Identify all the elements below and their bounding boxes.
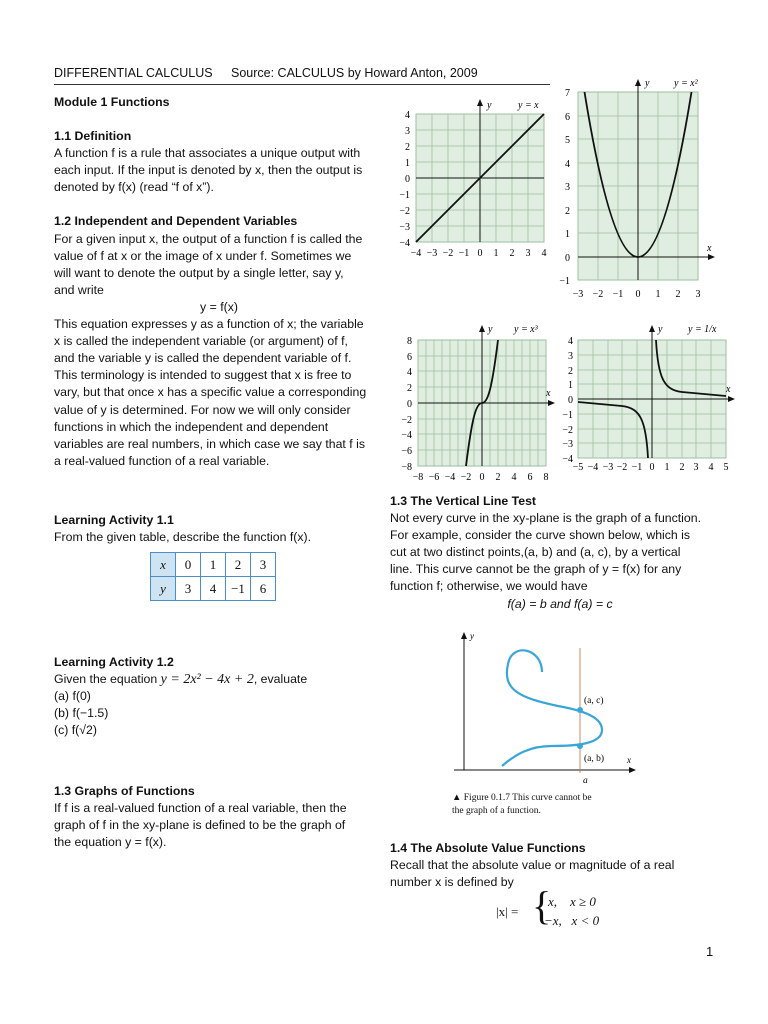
svg-text:−2: −2 <box>562 425 573 436</box>
section-vertical-line-test <box>390 493 730 613</box>
svg-text:1: 1 <box>664 462 670 473</box>
x-axis-label: x <box>726 384 731 395</box>
absolute-value-definition <box>496 883 636 934</box>
abs-case-1: x, x ≥ 0 <box>548 894 596 909</box>
y-axis-label: y <box>487 100 492 111</box>
svg-text:0: 0 <box>635 289 641 300</box>
svg-text:0: 0 <box>407 399 412 410</box>
y-axis-arrow-icon <box>649 325 655 332</box>
x-axis-label: x <box>546 388 551 399</box>
s12-line: will want to denote the output by a single letter, say y, <box>54 265 344 280</box>
graph-title: y = x² <box>674 78 698 89</box>
la12-intro-line <box>54 671 384 688</box>
x-axis-arrow-icon <box>629 767 636 773</box>
abs-lhs: |x| = <box>496 904 519 919</box>
svg-text:−4: −4 <box>444 472 456 483</box>
svg-text:8: 8 <box>543 472 549 483</box>
svg-text:0: 0 <box>568 395 573 406</box>
svg-text:7: 7 <box>565 88 570 99</box>
svg-text:−4: −4 <box>587 462 599 473</box>
graph-title: y = 1/x <box>688 324 717 335</box>
vlt-line: Not every curve in the xy-plane is the graph of a function. <box>390 511 702 526</box>
s12-more: This equation expresses y as a function of x; the variable <box>54 317 364 332</box>
svg-text:1: 1 <box>568 380 573 391</box>
point-a-c <box>577 707 583 713</box>
y-axis-label: y <box>645 78 650 89</box>
table-cell: −1 <box>226 577 251 601</box>
figure-caption-line-2: the graph of a function. <box>452 806 541 816</box>
svg-text:5: 5 <box>723 462 729 473</box>
s12-more: vary, but that once x has a specific value a corresponding <box>54 385 367 400</box>
y-axis-label: y <box>658 324 663 335</box>
graph-y-equals-x-squared <box>556 72 716 304</box>
left-brace-icon: { <box>532 883 552 928</box>
module-title: Module 1 Functions <box>54 95 170 109</box>
svg-text:−2: −2 <box>401 415 412 426</box>
la11-text: From the given table, describe the function f(x). <box>54 530 311 545</box>
svg-text:0: 0 <box>479 472 485 483</box>
svg-text:3: 3 <box>525 248 531 259</box>
svg-text:−4: −4 <box>399 238 410 249</box>
s12-line: For a given input x, the output of a function f is called the <box>54 231 363 246</box>
graph-y-equals-one-over-x <box>560 318 736 478</box>
table-cell: 0 <box>176 553 201 577</box>
table-cell: 2 <box>226 553 251 577</box>
y-axis-label: y <box>488 324 493 335</box>
svg-text:−4: −4 <box>410 248 422 259</box>
point-a-b <box>577 743 583 749</box>
label-a: a <box>583 776 588 786</box>
abs-line: Recall that the absolute value or magnitude of a real <box>390 858 675 873</box>
svg-text:−6: −6 <box>401 446 412 457</box>
svg-text:−1: −1 <box>559 276 570 287</box>
table-row <box>151 577 276 601</box>
svg-text:6: 6 <box>407 352 412 363</box>
page-number: 1 <box>706 944 714 959</box>
svg-text:−3: −3 <box>572 289 584 300</box>
svg-text:3: 3 <box>405 126 410 137</box>
abs-line: number x is defined by <box>390 875 514 890</box>
table-cell: 3 <box>251 553 276 577</box>
function-table <box>150 552 276 601</box>
abs-title: 1.4 The Absolute Value Functions <box>390 841 586 855</box>
table-cell: 1 <box>201 553 226 577</box>
s13-line: the equation y = f(x). <box>54 835 167 850</box>
table-row <box>151 553 276 577</box>
s12-more: functions in which the independent and dependent <box>54 419 329 434</box>
svg-text:−4: −4 <box>562 454 573 465</box>
svg-text:−2: −2 <box>592 289 604 300</box>
svg-text:0: 0 <box>649 462 655 473</box>
y-tick-labels <box>559 88 570 287</box>
svg-text:−4: −4 <box>401 430 412 441</box>
s12-line: and write <box>54 282 104 297</box>
svg-text:−1: −1 <box>399 190 410 201</box>
la12-equation: y = 2x² − 4x + 2 <box>160 672 254 688</box>
learning-activity-1-2 <box>54 654 384 739</box>
x-axis-label: x <box>707 243 712 254</box>
y-axis-arrow-icon <box>479 325 485 332</box>
x-axis-label: x <box>627 755 631 765</box>
section-absolute-value <box>390 840 730 891</box>
s-shaped-curve <box>502 650 605 766</box>
table-cell: 6 <box>251 577 276 601</box>
course-title: DIFFERENTIAL CALCULUS <box>54 66 213 80</box>
svg-text:2: 2 <box>495 472 501 483</box>
svg-text:−3: −3 <box>562 439 573 450</box>
s12-more: variables are real numbers, in which case we say that f is <box>54 436 365 451</box>
svg-text:4: 4 <box>405 110 410 121</box>
s11-line: A function f is a rule that associates a unique output with <box>54 146 361 161</box>
svg-text:−2: −2 <box>399 206 410 217</box>
s12-more: This terminology is intended to suggest that x is free to <box>54 368 352 383</box>
svg-text:4: 4 <box>568 336 573 347</box>
svg-text:4: 4 <box>407 367 412 378</box>
figure-caption-line-1: ▲ Figure 0.1.7 This curve cannot be <box>452 793 592 803</box>
x-axis-arrow-icon <box>548 400 555 406</box>
s13-line: graph of f in the xy-plane is defined to be the graph of <box>54 818 346 833</box>
y-axis-label: y <box>470 631 474 641</box>
la12-after: , evaluate <box>253 672 308 687</box>
svg-text:0: 0 <box>477 248 483 259</box>
svg-text:2: 2 <box>675 289 681 300</box>
abs-case-2: −x, x < 0 <box>544 913 600 928</box>
svg-text:−1: −1 <box>612 289 624 300</box>
table-cell: 3 <box>176 577 201 601</box>
section-1-3-graphs <box>54 783 384 851</box>
s13-title: 1.3 Graphs of Functions <box>54 784 195 798</box>
svg-text:3: 3 <box>568 351 573 362</box>
svg-text:−2: −2 <box>460 472 472 483</box>
graph-title: y = x <box>518 100 539 111</box>
vlt-line: cut at two distinct points,(a, b) and (a, c), by a vertical <box>390 545 681 560</box>
vlt-line: line. This curve cannot be the graph of y = f(x) for any <box>390 562 682 577</box>
svg-text:−1: −1 <box>631 462 643 473</box>
svg-text:−3: −3 <box>602 462 614 473</box>
svg-text:4: 4 <box>708 462 714 473</box>
svg-text:−2: −2 <box>442 248 454 259</box>
svg-text:2: 2 <box>407 383 412 394</box>
svg-text:3: 3 <box>693 462 699 473</box>
section-1-1-title: 1.1 Definition <box>54 129 132 144</box>
y-tick-labels <box>399 110 410 249</box>
y-axis-arrow-icon <box>477 99 483 106</box>
graph-title: y = x³ <box>514 324 538 335</box>
learning-activity-1-1 <box>54 512 384 546</box>
s12-more: x is called the independent variable (or argument) of f, <box>54 334 348 349</box>
la12-item: (a) f(0) <box>54 689 91 704</box>
source-citation: Source: CALCULUS by Howard Anton, 2009 <box>231 66 478 80</box>
svg-text:2: 2 <box>568 366 573 377</box>
svg-text:−3: −3 <box>426 248 438 259</box>
s12-more: value of y is determined. For now we will only consider <box>54 402 351 417</box>
svg-text:−6: −6 <box>428 472 440 483</box>
svg-text:0: 0 <box>565 253 570 264</box>
svg-text:3: 3 <box>695 289 701 300</box>
left-column <box>54 94 384 470</box>
svg-text:1: 1 <box>405 158 410 169</box>
vlt-equation: f(a) = b and f(a) = c <box>507 596 613 611</box>
svg-text:6: 6 <box>565 112 570 123</box>
graph-y-equals-x <box>392 96 557 266</box>
table-header-y: y <box>151 577 176 601</box>
svg-text:−1: −1 <box>562 410 573 421</box>
vlt-title: 1.3 The Vertical Line Test <box>390 494 537 508</box>
svg-text:5: 5 <box>565 135 570 146</box>
svg-text:2: 2 <box>509 248 515 259</box>
table-cell: 4 <box>201 577 226 601</box>
svg-text:2: 2 <box>679 462 685 473</box>
y-axis-arrow-icon <box>635 79 641 86</box>
y-axis-arrow-icon <box>461 632 467 639</box>
s12-equation: y = f(x) <box>200 299 238 314</box>
svg-text:4: 4 <box>511 472 517 483</box>
la12-item: (b) f(−1.5) <box>54 706 109 721</box>
s12-line: value of f at x or the image of x under f. Sometimes we <box>54 248 352 263</box>
label-a-c: (a, c) <box>584 696 604 706</box>
svg-text:4: 4 <box>565 159 570 170</box>
x-tick-labels <box>413 472 549 483</box>
svg-text:1: 1 <box>655 289 661 300</box>
la12-intro: Given the equation <box>54 672 158 687</box>
x-tick-labels <box>573 462 729 473</box>
svg-text:1: 1 <box>493 248 499 259</box>
svg-text:3: 3 <box>565 182 570 193</box>
s13-line: If f is a real-valued function of a real variable, then the <box>54 801 347 816</box>
vlt-line: For example, consider the curve shown below, which is <box>390 528 691 543</box>
s11-line: denoted by f(x) (read “f of x”). <box>54 180 214 195</box>
table-header-x: x <box>151 553 176 577</box>
page-header <box>54 66 478 80</box>
vlt-line: function f; otherwise, we would have <box>390 579 588 594</box>
s11-line: each input. If the input is denoted by x, then the output is <box>54 163 363 178</box>
svg-text:−8: −8 <box>412 472 424 483</box>
la11-title: Learning Activity 1.1 <box>54 513 174 527</box>
s12-more: and the variable y is called the dependent variable of f. <box>54 351 352 366</box>
svg-text:2: 2 <box>565 206 570 217</box>
svg-text:2: 2 <box>405 142 410 153</box>
svg-text:4: 4 <box>541 248 547 259</box>
svg-text:−8: −8 <box>401 462 412 473</box>
la12-title: Learning Activity 1.2 <box>54 655 174 669</box>
svg-text:0: 0 <box>405 174 410 185</box>
graph-y-equals-x-cubed <box>392 318 560 488</box>
x-axis-arrow-icon <box>708 254 715 260</box>
x-tick-labels <box>411 248 547 259</box>
figure-vertical-line-test <box>446 628 646 824</box>
svg-text:−2: −2 <box>616 462 628 473</box>
header-divider <box>54 84 550 85</box>
section-1-2-title: 1.2 Independent and Dependent Variables <box>54 214 298 229</box>
la12-item: (c) f(√2) <box>54 723 97 738</box>
svg-text:1: 1 <box>565 229 570 240</box>
s12-more: a real-valued function of a real variable. <box>54 453 270 468</box>
y-tick-labels <box>401 336 412 473</box>
svg-text:−1: −1 <box>458 248 470 259</box>
svg-text:−3: −3 <box>399 222 410 233</box>
label-a-b: (a, b) <box>584 754 605 764</box>
svg-text:6: 6 <box>527 472 533 483</box>
svg-text:−5: −5 <box>572 462 584 473</box>
x-tick-labels <box>573 289 701 300</box>
svg-text:8: 8 <box>407 336 412 347</box>
x-axis-arrow-icon <box>728 396 735 402</box>
y-tick-labels <box>562 336 573 465</box>
